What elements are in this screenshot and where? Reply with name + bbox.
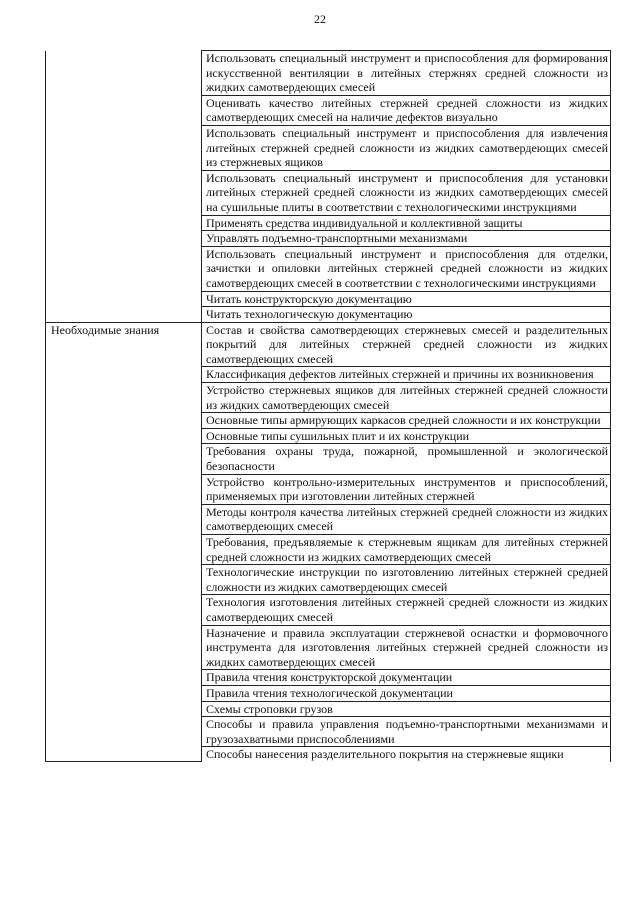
skill-item: Использовать специальный инструмент и приспособления для отделки, зачистки и опиловки литейных стержней средней сложности из жидких самотвердеющих смесей в соответствии с технологическими инструкциями (202, 246, 611, 291)
table-row (46, 322, 611, 367)
skill-item: Читать конструкторскую документацию (202, 291, 611, 307)
skill-item: Использовать специальный инструмент и приспособления для формирования искусственной вентиляции в литейных стержнях средней сложности из жидких самотвердеющих смесей (202, 51, 611, 96)
knowledge-item: Основные типы армирующих каркасов средней сложности и их конструкции (202, 413, 611, 429)
skills-label-cell (46, 51, 202, 96)
skill-item: Использовать специальный инструмент и приспособления для извлечения литейных стержней средней сложности из жидких самотвердеющих смесей из стержневых ящиков (202, 125, 611, 170)
skill-item: Применять средства индивидуальной и коллективной защиты (202, 215, 611, 231)
table-row (46, 215, 611, 231)
table-row (46, 125, 611, 170)
skill-item: Использовать специальный инструмент и приспособления для установки литейных стержней средней сложности из жидких самотвердеющих смесей на сушильные плиты в соответствии с технологическими инструкциями (202, 170, 611, 215)
knowledge-item: Схемы строповки грузов (202, 701, 611, 717)
table-row (46, 51, 611, 96)
knowledge-item: Технологические инструкции по изготовлению литейных стержней средней сложности из жидких самотвердеющих смесей (202, 565, 611, 595)
knowledge-item: Способы и правила управления подъемно-транспортными механизмами и грузозахватными приспособлениями (202, 717, 611, 747)
knowledge-item: Требования, предъявляемые к стержневым ящикам для литейных стержней средней сложности из жидких самотвердеющих смесей (202, 535, 611, 565)
knowledge-item: Правила чтения конструкторской документации (202, 670, 611, 686)
competency-table (45, 50, 611, 762)
table-row (46, 307, 611, 323)
knowledge-item: Назначение и правила эксплуатации стержневой оснастки и формовочного инструмента для изготовления литейных стержней средней сложности из жидких самотвердеющих смесей (202, 625, 611, 670)
knowledge-item: Классификация дефектов литейных стержней и причины их возникновения (202, 367, 611, 383)
skills-section (46, 51, 611, 323)
knowledge-item: Основные типы сушильных плит и их конструкции (202, 428, 611, 444)
knowledge-section (46, 322, 611, 762)
table-row (46, 95, 611, 125)
skill-item: Читать технологическую документацию (202, 307, 611, 323)
knowledge-label: Необходимые знания (46, 322, 202, 762)
page-number: 22 (314, 12, 326, 26)
skill-item: Управлять подъемно-транспортными механизмами (202, 231, 611, 247)
knowledge-item: Методы контроля качества литейных стержней средней сложности из жидких самотвердеющих смесей (202, 504, 611, 534)
table-row (46, 231, 611, 247)
knowledge-item: Способы нанесения разделительного покрытия на стержневые ящики (202, 747, 611, 762)
knowledge-item: Технология изготовления литейных стержней средней сложности из жидких самотвердеющих смесей (202, 595, 611, 625)
knowledge-item: Требования охраны труда, пожарной, промышленной и экологической безопасности (202, 444, 611, 474)
skill-item: Оценивать качество литейных стержней средней сложности из жидких самотвердеющих смесей на наличие дефектов визуально (202, 95, 611, 125)
knowledge-item: Правила чтения технологической документации (202, 685, 611, 701)
knowledge-item: Устройство контрольно-измерительных инструментов и приспособлений, применяемых при изготовлении литейных стержней (202, 474, 611, 504)
table-row (46, 291, 611, 307)
knowledge-item: Устройство стержневых ящиков для литейных стержней средней сложности из жидких самотвердеющих смесей (202, 383, 611, 413)
table-row (46, 246, 611, 291)
knowledge-item: Состав и свойства самотвердеющих стержневых смесей и разделительных покрытий для литейных стержней средней сложности из жидких самотвердеющих смесей (202, 322, 611, 367)
table-row (46, 170, 611, 215)
